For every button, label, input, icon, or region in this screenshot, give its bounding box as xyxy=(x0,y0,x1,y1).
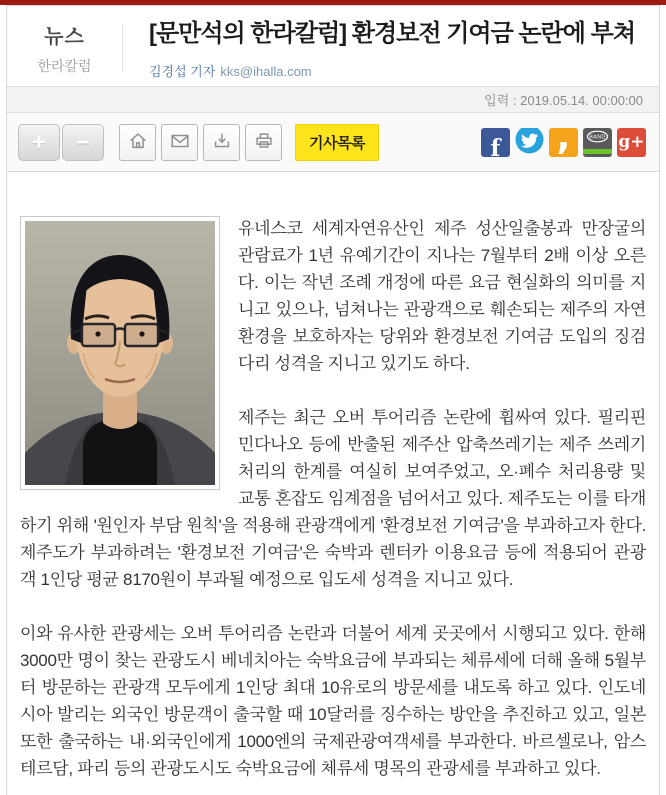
article-paragraph: 유네스코 세계자연유산인 제주 성산일출봉과 만장굴의 관람료가 1년 유예기간이 지나는 7월부터 2배 이상 오른다. 이는 작년 조례 개정에 따른 요금 현실화의 의미를 지니고 있으나, 넘쳐나는 관광객으로 훼손되는 제주의 자연환경을 보호하자는 당위와 환경보전 기여금 도입의 징검다리 성격을 지니고 있기도 하다. xyxy=(238,219,646,373)
twitter-icon xyxy=(515,128,544,157)
article-paragraph: 이와 유사한 관광세는 오버 투어리즘 논란과 더불어 세계 곳곳에서 시행되고 있다. 한해 3000만 명이 찾는 관광도시 베네치아는 숙박요금에 부과되는 체류세에 더해 올해 5월부터 방문하는 관광객 모두에게 1인당 최대 10유로의 방문세를 내도록 하고 있다. 인도네시아 발리는 외국인 방문객이 출국할 때 10달러를 징수하는 방안을 추진하고 있고, 일본 또한 출국하는 내·외국인에게 1000엔의 국제관광여객세를 부과한다. 바르셀로나, 암스테르담, 파리 등의 관광도시도 숙박요금에 체류세 명목의 관광세를 부과하고 있다. xyxy=(20,624,646,778)
home-icon xyxy=(127,130,149,155)
facebook-share-button[interactable] xyxy=(481,128,510,157)
band-share-button[interactable] xyxy=(583,128,612,157)
reporter-name: 김경섭 기자 xyxy=(149,63,216,79)
subsection-label[interactable]: 한라칼럼 xyxy=(37,58,92,74)
portrait-illustration xyxy=(25,221,215,485)
section-label[interactable]: 뉴스 xyxy=(44,26,85,48)
facebook-icon: f xyxy=(490,134,501,157)
author-photo xyxy=(20,216,220,490)
print-button[interactable] xyxy=(245,124,282,161)
email-article-button[interactable] xyxy=(161,124,198,161)
publish-date-band xyxy=(7,86,659,113)
article-page xyxy=(6,5,660,795)
article-paragraph: 제주는 최근 오버 투어리즘 논란에 휩싸여 있다. 필리핀 민다나오 등에 반출된 제주산 압축쓰레기는 제주 쓰레기 처리의 한계를 여실히 보여주었고, 오·폐수 처리용량 및 교통 혼잡도 임계점을 넘어서고 있다. 제주도는 이를 타개하기 위해 '원인자 부담 원칙'을 적용해 관광객에게 '환경보전 기여금'을 부과하고자 한다. 제주도가 부과하려는 '환경보전 기여금'은 숙박과 렌터카 이용요금 등에 적용되어 관광객 1인당 평균 8170원이 부과될 예정으로 입도세 성격을 지니고 있다. xyxy=(20,408,646,589)
article-body xyxy=(7,172,659,795)
reporter-email-link[interactable]: kks@ihalla.com xyxy=(220,63,312,79)
font-increase-button[interactable]: + xyxy=(18,124,60,161)
twitter-share-button[interactable] xyxy=(515,128,544,157)
article-list-button[interactable]: 기사목록 xyxy=(295,124,379,161)
mail-icon xyxy=(169,130,191,155)
kakaostory-share-button[interactable]: , xyxy=(549,128,578,157)
section-block xyxy=(7,6,122,86)
band-icon xyxy=(583,128,612,157)
download-button[interactable] xyxy=(203,124,240,161)
svg-text:BAND: BAND xyxy=(589,134,606,141)
googleplus-icon: g+ xyxy=(618,131,645,152)
download-icon xyxy=(211,130,233,155)
publish-date: 입력 : 2019.05.14. 00:00:00 xyxy=(484,93,643,108)
title-block xyxy=(123,6,659,86)
font-decrease-button[interactable]: − xyxy=(62,124,104,161)
article-toolbar xyxy=(7,113,659,172)
byline xyxy=(149,61,649,80)
googleplus-share-button[interactable] xyxy=(617,128,646,157)
print-icon xyxy=(253,130,275,155)
home-button[interactable] xyxy=(119,124,156,161)
article-header xyxy=(7,6,659,86)
page-title: [문만석의 한라칼럼] 환경보전 기여금 논란에 부쳐 xyxy=(149,20,636,47)
social-share-bar xyxy=(476,128,646,157)
